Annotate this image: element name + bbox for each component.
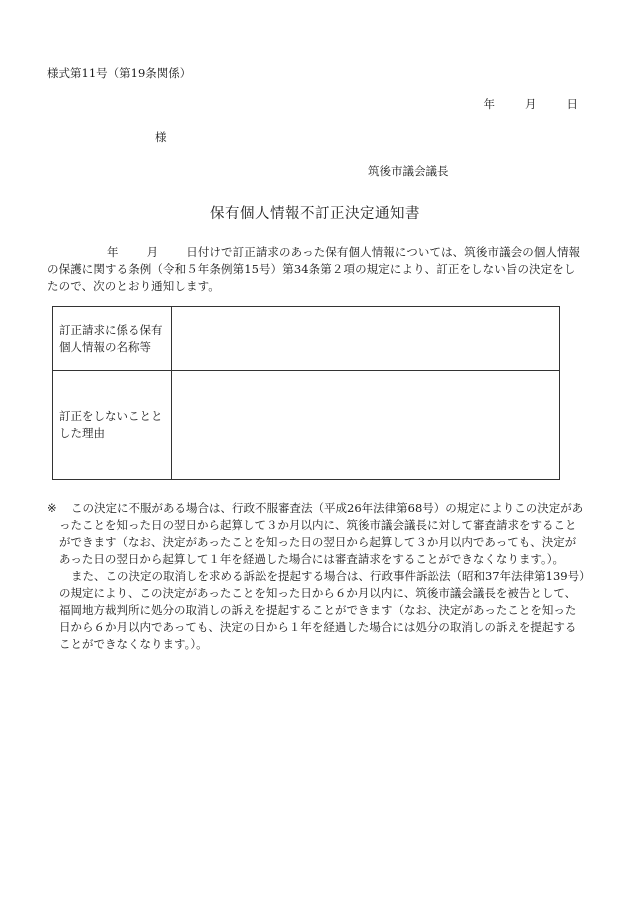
row-label-record-name: 訂正請求に係る保有個人情報の名称等	[53, 307, 172, 371]
table-row	[53, 307, 560, 371]
table-row	[53, 371, 560, 480]
sender-name: 筑後市議会議長	[368, 164, 449, 178]
row-value-reason	[172, 371, 560, 480]
note-text-lawsuit: また、この決定の取消しを求める訴訟を提起する場合は、行政事件訴訟法（昭和37年法律第139号）の規定により、この決定があったことを知った日から６か月以内に、筑後市議会議長を被告として、福岡地方裁判所に処分の取消しの訴えを提起することができます（なお、決定があったことを知った日から６か月以内であっても、決定の日から１年を経過した場合には処分の取消しの訴えを提起することができなくなります。）。	[59, 569, 585, 651]
row-label-reason: 訂正をしないこととした理由	[53, 371, 172, 480]
notes-section	[47, 500, 585, 653]
note-text-appeal: この決定に不服がある場合は、行政不服審査法（平成26年法律第68号）の規定によりこの決定があったことを知った日の翌日から起算して３か月以内に、筑後市議会議長に対して審査請求をすることができます（なお、決定があったことを知った日の翌日から起算して３か月以内であっても、決定があった日の翌日から起算して１年を経過した場合には審査請求をすることができなくなります。）。	[59, 501, 584, 566]
body-text: 日付けで訂正請求のあった保有個人情報については、筑後市議会の個人情報の保護に関する条例（令和５年条例第15号）第34条第２項の規定により、訂正をしない旨の決定をしたので、次のとおり通知します。	[47, 245, 581, 293]
document-title: 保有個人情報不訂正決定通知書	[210, 206, 420, 222]
body-month: 月	[146, 245, 159, 259]
row-value-record-name	[172, 307, 560, 371]
form-number: 様式第11号（第19条関係）	[47, 66, 192, 80]
date-month: 月	[525, 97, 537, 111]
note-paragraph-appeal	[47, 500, 585, 568]
body-year: 年	[107, 245, 119, 259]
date-line	[484, 96, 579, 112]
info-table	[52, 306, 560, 480]
note-mark: ※	[47, 501, 57, 515]
body-paragraph	[47, 244, 585, 295]
date-year: 年	[483, 97, 495, 111]
recipient-suffix: 様	[155, 130, 167, 144]
date-day: 日	[566, 97, 578, 111]
note-paragraph-lawsuit	[47, 568, 585, 653]
